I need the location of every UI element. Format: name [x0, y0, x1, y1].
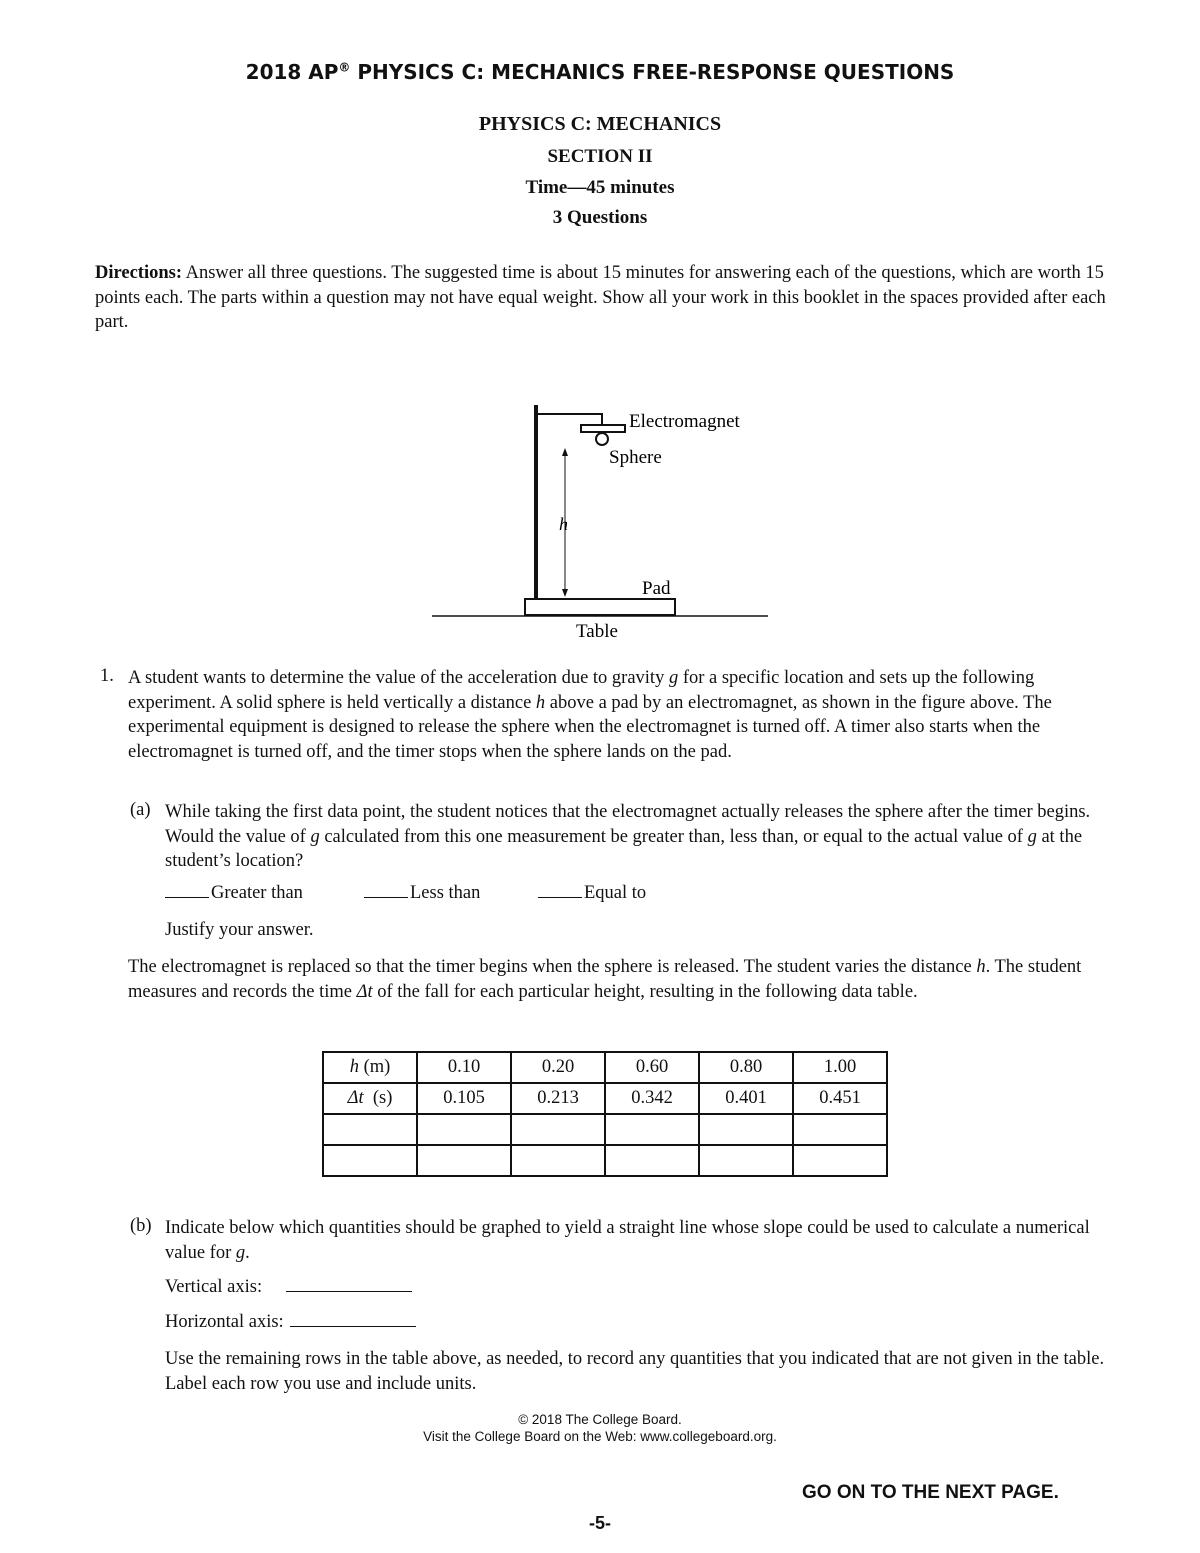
text: of the fall for each particular height, resulting in the following data table.	[372, 981, 918, 1002]
table-cell: 0.342	[605, 1083, 699, 1114]
table-cell: 1.00	[793, 1052, 887, 1083]
answer-blank[interactable]	[538, 897, 582, 898]
label-sphere: Sphere	[609, 447, 662, 468]
text: calculated from this one measurement be greater than, less than, or equal to the actual value of	[319, 826, 1028, 847]
subject-title: PHYSICS C: MECHANICS	[478, 113, 722, 135]
header-title: 2018 AP	[245, 60, 339, 84]
table-cell: 0.451	[793, 1083, 887, 1114]
var-g: g	[668, 668, 679, 688]
var-dt: Δt	[356, 981, 373, 1002]
label-table: Table	[576, 621, 618, 642]
table-cell: 0.213	[511, 1083, 605, 1114]
question-number: 1.	[100, 666, 114, 686]
option-equal[interactable]	[538, 883, 646, 904]
text: .	[245, 1242, 250, 1263]
answer-blank[interactable]	[364, 897, 408, 898]
directions	[95, 261, 1110, 335]
answer-line[interactable]	[286, 1291, 412, 1292]
section-title: SECTION II	[547, 146, 653, 167]
text: Indicate below which quantities should be graphed to yield a straight line whose slope could be used to calculate a numerical value for	[165, 1218, 1090, 1263]
var-g: g	[310, 826, 320, 847]
horizontal-axis-label: Horizontal axis:	[165, 1312, 284, 1332]
var-g: g	[235, 1242, 246, 1263]
data-table	[322, 1051, 888, 1177]
pad	[525, 599, 675, 615]
text: for a specific location and sets up the following experiment. A solid sphere is held vertically a distance	[128, 668, 1035, 713]
stand-arm	[536, 414, 602, 425]
header-title-rest: PHYSICS C: MECHANICS FREE-RESPONSE QUESTIONS	[350, 60, 955, 84]
sphere	[596, 433, 608, 445]
option-label: Less than	[410, 883, 481, 903]
text: at the student’s location?	[165, 826, 1083, 871]
var-h: h	[976, 957, 986, 977]
vertical-axis-label: Vertical axis:	[165, 1277, 263, 1297]
text: While taking the first data point, the student notices that the electromagnet actually releases the sphere after the timer begins. Would the value of	[165, 802, 1091, 847]
table-cell: 0.60	[605, 1052, 699, 1083]
electromagnet	[581, 425, 625, 432]
option-less[interactable]	[364, 883, 480, 904]
unit: (m)	[358, 1057, 391, 1077]
next-page-notice: GO ON TO THE NEXT PAGE.	[802, 1482, 1059, 1503]
text: A student wants to determine the value of the acceleration due to gravity	[128, 668, 669, 688]
directions-label: Directions:	[95, 263, 182, 283]
middle-text	[128, 955, 1110, 1004]
label-h: h	[559, 514, 568, 534]
part-b-text	[165, 1216, 1110, 1265]
row-label	[323, 1083, 417, 1114]
table-row-blank[interactable]	[323, 1114, 887, 1145]
answer-line[interactable]	[290, 1326, 416, 1327]
table-cell: 0.20	[511, 1052, 605, 1083]
row-label	[323, 1052, 417, 1083]
text: . The student measures and records the time	[128, 957, 1082, 1002]
option-label: Equal to	[584, 883, 647, 903]
answer-blank[interactable]	[165, 897, 209, 898]
option-greater[interactable]	[165, 883, 303, 904]
horizontal-axis-field[interactable]	[165, 1312, 416, 1333]
arrow-down-icon	[562, 589, 568, 597]
experiment-figure	[420, 390, 780, 650]
page-number: -5-	[589, 1513, 611, 1533]
registered-mark: ®	[338, 60, 351, 75]
time-limit: Time—45 minutes	[525, 177, 675, 198]
vertical-axis-field[interactable]	[165, 1277, 412, 1298]
label-electromagnet: Electromagnet	[629, 411, 740, 432]
var-h: h	[349, 1057, 359, 1077]
var-h: h	[535, 692, 546, 713]
table-cell: 0.105	[417, 1083, 511, 1114]
question-count: 3 Questions	[552, 207, 648, 228]
table-cell: 0.80	[699, 1052, 793, 1083]
justify-prompt: Justify your answer.	[165, 920, 314, 940]
var-g: g	[1027, 826, 1037, 847]
page-header	[0, 60, 1200, 84]
table-cell: 0.401	[699, 1083, 793, 1114]
text: above a pad by an electromagnet, as shown in the figure above. The experimental equipment is designed to release the sphere when the electromagnet is turned off. A timer also starts when the electromagnet is turned off, and the timer stops when the sphere lands on the pad.	[128, 692, 1052, 762]
option-label: Greater than	[211, 883, 303, 903]
label-pad: Pad	[642, 578, 671, 599]
part-a-label: (a)	[130, 800, 151, 820]
text: The electromagnet is replaced so that the timer begins when the sphere is released. The student varies the distance	[128, 957, 977, 977]
part-a-text	[165, 800, 1110, 874]
arrow-up-icon	[562, 448, 568, 456]
part-b-note: Use the remaining rows in the table above, as needed, to record any quantities that you indicated that are not given in the table. Label each row you use and include units.	[165, 1349, 1105, 1394]
unit: (s)	[363, 1088, 393, 1108]
part-b-label: (b)	[130, 1216, 152, 1236]
table-row-h	[323, 1052, 887, 1083]
table-cell: 0.10	[417, 1052, 511, 1083]
table-row-blank[interactable]	[323, 1145, 887, 1176]
copyright: © 2018 The College Board.	[518, 1412, 682, 1427]
var-dt: Δt	[347, 1088, 364, 1108]
directions-text: Answer all three questions. The suggested time is about 15 minutes for answering each of the questions, which are worth 15 points each. The parts within a question may not have equal weight. Show all your work in this booklet in the spaces provided after each part.	[95, 263, 1106, 332]
visit-link: Visit the College Board on the Web: www.collegeboard.org.	[423, 1429, 777, 1444]
question-intro	[128, 666, 1110, 764]
table-row-dt	[323, 1083, 887, 1114]
